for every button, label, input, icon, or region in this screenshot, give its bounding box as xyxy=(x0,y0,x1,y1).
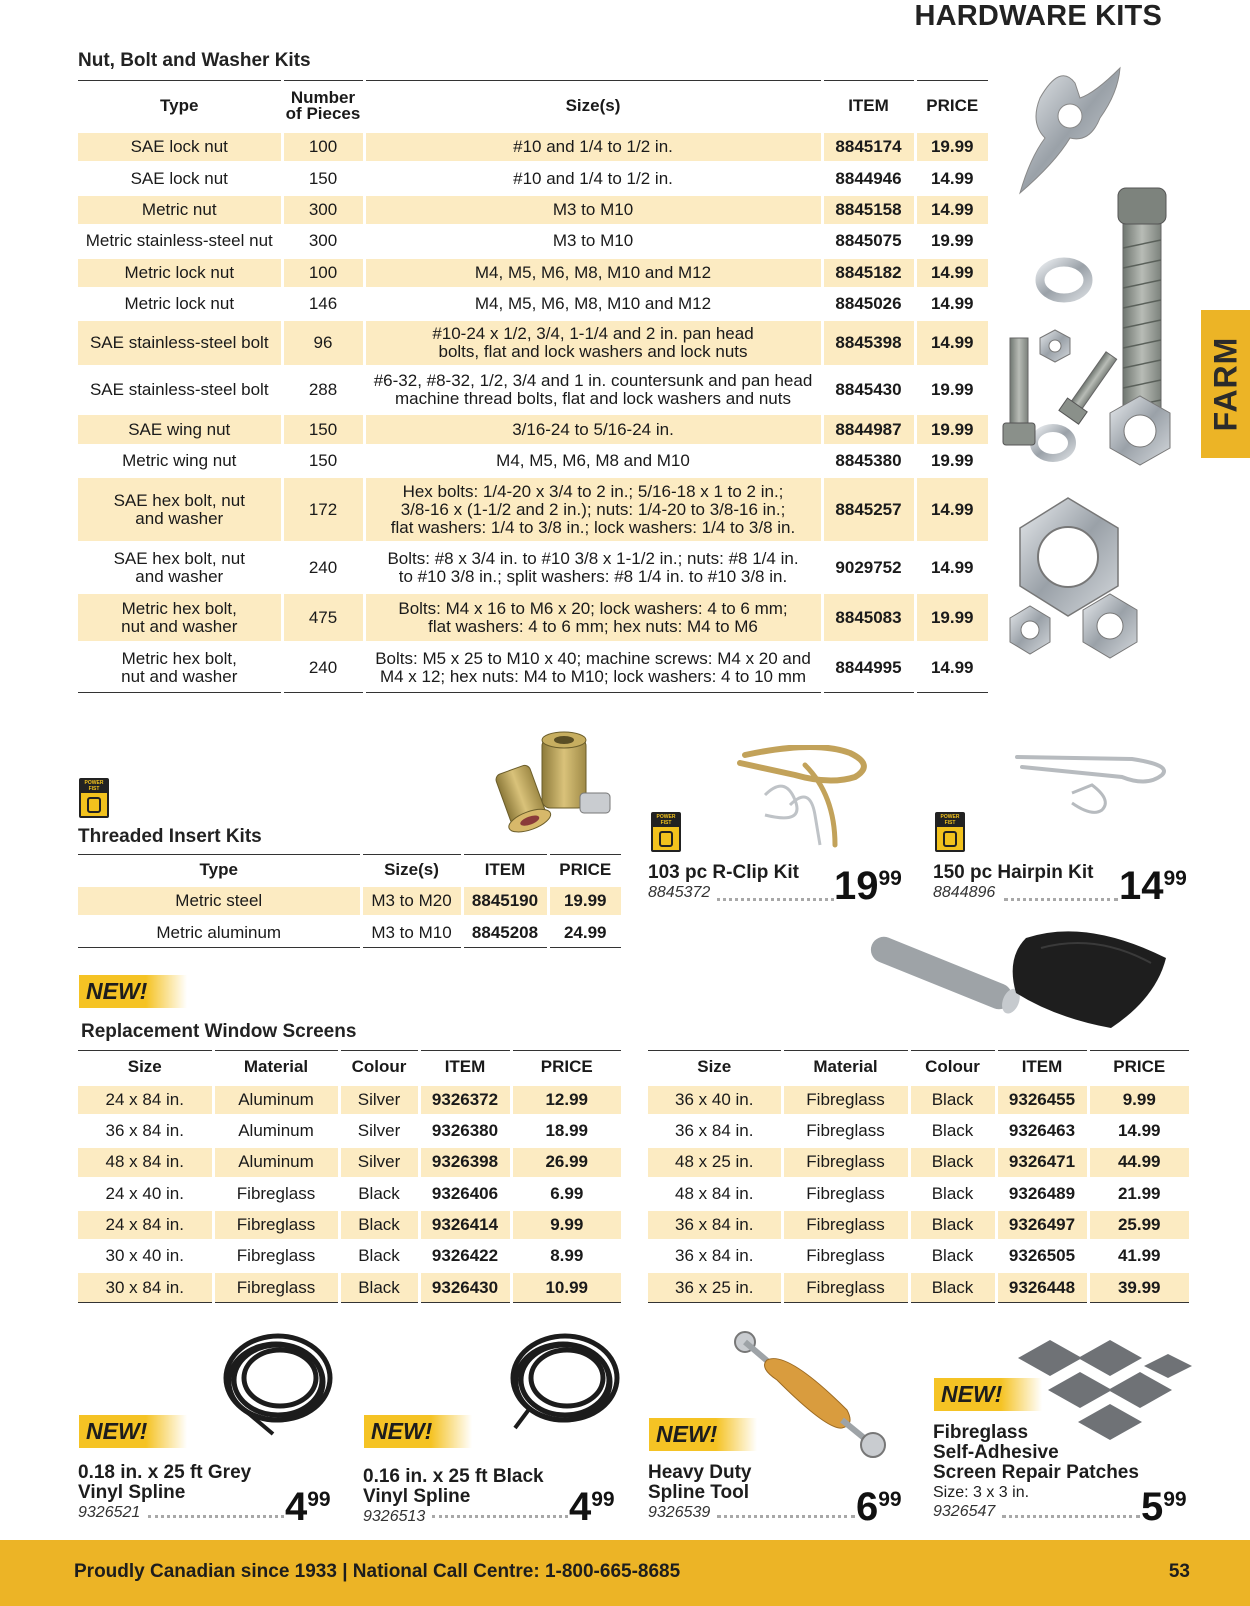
price-leader xyxy=(717,897,834,901)
table-cell: 19.99 xyxy=(915,132,988,163)
table-cell: 19.99 xyxy=(915,593,988,643)
table-cell: 8845075 xyxy=(822,226,915,257)
table-cell: M3 to M10 xyxy=(361,917,462,948)
table-cell: 240 xyxy=(282,543,364,593)
table-cell: 25.99 xyxy=(1088,1209,1189,1240)
table-cell: 14.99 xyxy=(915,543,988,593)
table-cell: 300 xyxy=(282,226,364,257)
table-cell: 9.99 xyxy=(511,1209,621,1240)
table-cell: #10-24 x 1/2, 3/4, 1-1/4 and 2 in. pan head bolts, flat and lock washers and lock nuts xyxy=(364,320,822,367)
inserts-header-row xyxy=(78,855,621,886)
black-spline-price: 499 xyxy=(569,1485,615,1529)
table-cell: 9326448 xyxy=(996,1272,1088,1303)
table-cell: 48 x 25 in. xyxy=(648,1147,782,1178)
table-cell: 19.99 xyxy=(915,367,988,414)
table-cell: 100 xyxy=(282,257,364,288)
table-cell: 8845182 xyxy=(822,257,915,288)
table-cell: 100 xyxy=(282,132,364,163)
r-clip-image xyxy=(735,745,885,855)
table-cell: Black xyxy=(909,1272,996,1303)
table-cell: Fibreglass xyxy=(782,1209,909,1240)
table-row[interactable] xyxy=(78,1240,621,1271)
fist-icon xyxy=(87,797,101,813)
inserts-col-1: Size(s) xyxy=(361,855,462,886)
power-fist-logo: POWER FIST xyxy=(79,778,109,818)
table-row[interactable] xyxy=(648,1272,1189,1303)
table-row[interactable] xyxy=(78,226,988,257)
table-row[interactable] xyxy=(78,288,988,319)
screens-header-row xyxy=(78,1051,621,1085)
table-cell: SAE lock nut xyxy=(78,132,282,163)
table-cell: Aluminum xyxy=(213,1147,339,1178)
table-cell: 150 xyxy=(282,414,364,445)
new-badge: NEW! xyxy=(649,1418,757,1451)
table-cell: 300 xyxy=(282,194,364,225)
screens-section-title: Replacement Window Screens xyxy=(81,1021,357,1042)
table-cell: M3 to M10 xyxy=(364,226,822,257)
table-cell: Fibreglass xyxy=(782,1240,909,1271)
table-cell: 14.99 xyxy=(915,320,988,367)
table-cell: 9326489 xyxy=(996,1178,1088,1209)
table-cell: #10 and 1/4 to 1/2 in. xyxy=(364,163,822,194)
product-name: 103 pc R-Clip Kit xyxy=(648,862,799,883)
nbw-header-row xyxy=(78,81,988,132)
power-fist-logo: POWER FIST xyxy=(651,812,681,852)
table-cell: Fibreglass xyxy=(782,1147,909,1178)
table-cell: Aluminum xyxy=(213,1085,339,1116)
table-cell: M4, M5, M6, M8 and M10 xyxy=(364,445,822,476)
table-cell: 36 x 84 in. xyxy=(675,1121,754,1141)
nbw-col-4: PRICE xyxy=(915,81,988,132)
table-cell: Metric stainless-steel nut xyxy=(85,231,273,251)
table-cell: 24.99 xyxy=(548,917,621,948)
table-cell: 150 xyxy=(282,445,364,476)
table-cell: 8844987 xyxy=(822,414,915,445)
page-number: 53 xyxy=(1168,1561,1190,1582)
price-leader xyxy=(1004,897,1118,901)
section-tab-label: FARM xyxy=(1207,336,1243,432)
table-row[interactable] xyxy=(78,593,988,643)
table-row[interactable] xyxy=(78,1147,621,1178)
table-cell: 9326372 xyxy=(419,1085,511,1116)
product-sku: 9326547 xyxy=(933,1503,996,1520)
grey-spline-price: 499 xyxy=(285,1485,331,1529)
screen-rolls-image xyxy=(866,918,1186,1033)
table-cell: 8845026 xyxy=(822,288,915,319)
table-cell: 8844946 xyxy=(822,163,915,194)
table-cell: Silver xyxy=(339,1116,419,1147)
table-cell: 9326430 xyxy=(419,1272,511,1303)
table-row[interactable] xyxy=(78,886,621,917)
table-cell: Fibreglass xyxy=(213,1240,339,1271)
table-cell: 30 x 40 in. xyxy=(105,1246,184,1266)
table-row[interactable] xyxy=(78,320,988,367)
table-cell: Hex bolts: 1/4-20 x 3/4 to 2 in.; 5/16-18 x 1 to 2 in.; 3/8-16 x (1-1/2 and 2 in.); nuts: 1/4-20 to 3/8-16 in.; flat washers: 1/4 to 3/8 in.; lock washers: 1/4 to 3/8 in. xyxy=(364,477,822,543)
table-cell: 8.99 xyxy=(511,1240,621,1271)
nbw-col-2: Size(s) xyxy=(364,81,822,132)
table-cell: 8845380 xyxy=(822,445,915,476)
table-cell: M4, M5, M6, M8, M10 and M12 xyxy=(364,288,822,319)
product-name-line2: Self-Adhesive xyxy=(933,1442,1059,1463)
screens-col-3: ITEM xyxy=(996,1051,1088,1085)
table-cell: 8845174 xyxy=(822,132,915,163)
table-cell: 19.99 xyxy=(915,226,988,257)
table-cell: 36 x 25 in. xyxy=(648,1272,782,1303)
screens-table-left xyxy=(78,1050,621,1303)
table-cell: Fibreglass xyxy=(213,1272,339,1303)
product-name-line2: Spline Tool xyxy=(648,1482,749,1503)
product-sku: 8845372 xyxy=(648,884,711,901)
table-cell: 8845257 xyxy=(822,477,915,543)
table-cell: 14.99 xyxy=(915,257,988,288)
table-row[interactable] xyxy=(78,414,988,445)
table-cell: Fibreglass xyxy=(213,1209,339,1240)
section-tab-farm[interactable] xyxy=(1201,310,1250,458)
table-row[interactable] xyxy=(78,543,988,593)
screens-col-2: Colour xyxy=(339,1051,419,1085)
table-cell: 9326497 xyxy=(996,1209,1088,1240)
table-cell: #6-32, #8-32, 1/2, 3/4 and 1 in. countersunk and pan head machine thread bolts, flat and lock washers and nuts xyxy=(364,367,822,414)
table-cell: 9029752 xyxy=(822,543,915,593)
new-badge: NEW! xyxy=(934,1378,1042,1411)
table-cell: 24 x 84 in. xyxy=(78,1085,213,1116)
table-cell: Bolts: M4 x 16 to M6 x 20; lock washers: 4 to 6 mm; flat washers: 4 to 6 mm; hex nuts: M4 to M6 xyxy=(364,593,822,643)
table-cell: Silver xyxy=(339,1147,419,1178)
nbw-section-title: Nut, Bolt and Washer Kits xyxy=(78,50,311,71)
table-cell: 9326398 xyxy=(419,1147,511,1178)
screens-col-2: Colour xyxy=(909,1051,996,1085)
table-cell: M3 to M10 xyxy=(364,194,822,225)
table-cell: 18.99 xyxy=(511,1116,621,1147)
table-cell: Black xyxy=(339,1272,419,1303)
table-cell: SAE hex bolt, nut and washer xyxy=(113,548,245,586)
table-cell: Black xyxy=(909,1178,996,1209)
product-name-line2: Vinyl Spline xyxy=(78,1482,186,1503)
table-cell: Black xyxy=(909,1116,996,1147)
table-cell: 9326471 xyxy=(996,1147,1088,1178)
table-cell: 24 x 40 in. xyxy=(105,1183,184,1203)
table-cell: Black xyxy=(909,1147,996,1178)
table-cell: Metric nut xyxy=(78,194,282,225)
table-cell: 288 xyxy=(282,367,364,414)
table-cell: 9326406 xyxy=(419,1178,511,1209)
table-cell: 9326414 xyxy=(419,1209,511,1240)
product-name-line1: 0.16 in. x 25 ft Black xyxy=(363,1466,544,1487)
table-cell: Fibreglass xyxy=(782,1116,909,1147)
table-cell: Black xyxy=(909,1085,996,1116)
table-cell: 41.99 xyxy=(1088,1240,1189,1271)
table-cell: 9326422 xyxy=(419,1240,511,1271)
table-cell: #10 and 1/4 to 1/2 in. xyxy=(364,132,822,163)
table-cell: 14.99 xyxy=(915,643,988,693)
table-cell: 9326455 xyxy=(996,1085,1088,1116)
nuts-bolts-image xyxy=(1000,58,1200,678)
table-cell: 8845158 xyxy=(822,194,915,225)
table-cell: SAE stainless-steel bolt xyxy=(89,380,269,400)
table-cell: 39.99 xyxy=(1088,1272,1189,1303)
table-row[interactable] xyxy=(78,1085,621,1116)
table-cell: 8845208 xyxy=(462,917,548,948)
table-cell: 146 xyxy=(282,288,364,319)
price-leader xyxy=(1002,1514,1140,1518)
table-cell: Black xyxy=(339,1240,419,1271)
footer-bar xyxy=(0,1540,1250,1606)
table-cell: Aluminum xyxy=(213,1116,339,1147)
grey-spline-image xyxy=(218,1328,338,1436)
table-cell: 14.99 xyxy=(915,288,988,319)
product-name: 150 pc Hairpin Kit xyxy=(933,862,1094,883)
table-row[interactable] xyxy=(78,1178,621,1209)
new-badge: NEW! xyxy=(364,1415,472,1448)
nbw-col-3: ITEM xyxy=(822,81,915,132)
screens-col-0: Size xyxy=(648,1051,782,1085)
table-cell: 9326463 xyxy=(996,1116,1088,1147)
table-cell: 150 xyxy=(282,163,364,194)
power-fist-logo: POWER FIST xyxy=(935,812,965,852)
table-cell: 6.99 xyxy=(511,1178,621,1209)
table-cell: Black xyxy=(339,1209,419,1240)
table-cell: 36 x 40 in. xyxy=(648,1085,782,1116)
table-cell: Black xyxy=(909,1209,996,1240)
table-cell: 9326505 xyxy=(996,1240,1088,1271)
table-cell: 30 x 84 in. xyxy=(78,1272,213,1303)
table-cell: Metric aluminum xyxy=(156,922,282,942)
table-row[interactable] xyxy=(78,163,988,194)
product-sku: 9326521 xyxy=(78,1504,141,1521)
table-cell: 19.99 xyxy=(915,445,988,476)
table-cell: 9.99 xyxy=(1088,1085,1189,1116)
table-cell: 14.99 xyxy=(915,194,988,225)
new-badge: NEW! xyxy=(79,975,187,1008)
table-row[interactable] xyxy=(648,1085,1189,1116)
fist-icon xyxy=(943,831,957,847)
table-cell: Bolts: M5 x 25 to M10 x 40; machine screws: M4 x 20 and M4 x 12; hex nuts: M4 to M10; lock washers: 4 to 10 mm xyxy=(364,643,822,693)
table-cell: 36 x 84 in. xyxy=(675,1246,754,1266)
table-cell: 19.99 xyxy=(915,414,988,445)
repair-patches-product[interactable] xyxy=(933,1423,1139,1521)
table-row[interactable] xyxy=(78,1209,621,1240)
table-cell: 48 x 84 in. xyxy=(675,1183,754,1203)
screens-col-0: Size xyxy=(78,1051,213,1085)
table-cell: Metric lock nut xyxy=(78,257,282,288)
table-cell: Black xyxy=(909,1240,996,1271)
table-row[interactable] xyxy=(78,477,988,543)
table-cell: Silver xyxy=(339,1085,419,1116)
new-badge: NEW! xyxy=(79,1415,187,1448)
table-row[interactable] xyxy=(78,1116,621,1147)
table-row[interactable] xyxy=(78,917,621,948)
table-cell: 8845430 xyxy=(822,367,915,414)
table-cell: Metric wing nut xyxy=(122,450,237,470)
table-cell: M3 to M20 xyxy=(361,886,462,917)
table-cell: 14.99 xyxy=(1088,1116,1189,1147)
table-cell: 9326380 xyxy=(419,1116,511,1147)
table-row[interactable] xyxy=(648,1240,1189,1271)
table-cell: 3/16-24 to 5/16-24 in. xyxy=(364,414,822,445)
table-cell: 172 xyxy=(282,477,364,543)
threaded-inserts-image xyxy=(490,728,620,838)
table-cell: Black xyxy=(339,1178,419,1209)
hairpin-image xyxy=(1012,745,1182,825)
product-name-line1: 0.18 in. x 25 ft Grey xyxy=(78,1462,252,1483)
screens-col-1: Material xyxy=(782,1051,909,1085)
product-name-line3: Screen Repair Patches xyxy=(933,1462,1139,1483)
table-row[interactable] xyxy=(78,643,988,693)
table-cell: Metric hex bolt, nut and washer xyxy=(121,649,238,687)
table-cell: Metric hex bolt, nut and washer xyxy=(78,593,282,643)
table-cell: Fibreglass xyxy=(782,1085,909,1116)
r-clip-price: 1999 xyxy=(834,864,902,908)
table-cell: 96 xyxy=(282,320,364,367)
black-spline-image xyxy=(505,1328,625,1436)
table-cell: 8845190 xyxy=(462,886,548,917)
table-row[interactable] xyxy=(78,1272,621,1303)
table-cell: Fibreglass xyxy=(782,1178,909,1209)
table-row[interactable] xyxy=(648,1116,1189,1147)
table-cell: Metric lock nut xyxy=(124,294,235,314)
page-title: HARDWARE KITS xyxy=(914,0,1162,32)
screens-col-3: ITEM xyxy=(419,1051,511,1085)
price-leader xyxy=(717,1514,855,1518)
product-name-line2: Vinyl Spline xyxy=(363,1486,471,1507)
repair-patches-price: 599 xyxy=(1141,1485,1187,1529)
table-cell: 24 x 84 in. xyxy=(78,1209,213,1240)
table-row[interactable] xyxy=(648,1209,1189,1240)
table-cell: SAE stainless-steel bolt xyxy=(78,320,282,367)
inserts-col-2: ITEM xyxy=(462,855,548,886)
screens-header-row xyxy=(648,1051,1189,1085)
inserts-col-3: PRICE xyxy=(548,855,621,886)
table-cell: 44.99 xyxy=(1088,1147,1189,1178)
product-name-line1: Heavy Duty xyxy=(648,1462,752,1483)
table-cell: 8845398 xyxy=(822,320,915,367)
table-cell: 8844995 xyxy=(822,643,915,693)
table-cell: 14.99 xyxy=(915,477,988,543)
nbw-col-1: Number of Pieces xyxy=(282,81,364,132)
price-leader xyxy=(148,1514,284,1518)
table-cell: 36 x 84 in. xyxy=(648,1209,782,1240)
screens-col-1: Material xyxy=(213,1051,339,1085)
table-cell: Bolts: #8 x 3/4 in. to #10 3/8 x 1-1/2 in.; nuts: #8 1/4 in. to #10 3/8 in.; split washers: #8 1/4 in. to #10 3/8 in. xyxy=(364,543,822,593)
table-cell: 240 xyxy=(282,643,364,693)
table-row[interactable] xyxy=(78,257,988,288)
table-cell: 8845083 xyxy=(822,593,915,643)
product-size: Size: 3 x 3 in. xyxy=(933,1484,1030,1501)
fist-icon xyxy=(659,831,673,847)
nbw-col-0: Type xyxy=(78,81,282,132)
table-cell: 475 xyxy=(282,593,364,643)
inserts-col-0: Type xyxy=(78,855,361,886)
table-row[interactable] xyxy=(78,445,988,476)
table-row[interactable] xyxy=(648,1147,1189,1178)
table-row[interactable] xyxy=(78,367,988,414)
product-sku: 9326513 xyxy=(363,1508,426,1525)
table-row[interactable] xyxy=(78,194,988,225)
table-cell: 19.99 xyxy=(548,886,621,917)
table-cell: 26.99 xyxy=(511,1147,621,1178)
inserts-section-title: Threaded Insert Kits xyxy=(78,826,262,847)
table-cell: SAE wing nut xyxy=(78,414,282,445)
footer-text: Proudly Canadian since 1933 | National Call Centre: 1-800-665-8685 xyxy=(74,1561,681,1582)
table-cell: 14.99 xyxy=(915,163,988,194)
product-sku: 9326539 xyxy=(648,1504,711,1521)
table-cell: 36 x 84 in. xyxy=(105,1121,184,1141)
screens-col-4: PRICE xyxy=(1088,1051,1189,1085)
table-cell: M4, M5, M6, M8, M10 and M12 xyxy=(364,257,822,288)
product-name-line1: Fibreglass xyxy=(933,1422,1029,1443)
nbw-table xyxy=(78,80,988,693)
table-cell: 48 x 84 in. xyxy=(78,1147,213,1178)
inserts-table xyxy=(78,854,621,948)
screens-col-4: PRICE xyxy=(511,1051,621,1085)
table-cell: 10.99 xyxy=(511,1272,621,1303)
table-cell: 21.99 xyxy=(1088,1178,1189,1209)
hairpin-price: 1499 xyxy=(1119,864,1187,908)
table-cell: Metric steel xyxy=(78,886,361,917)
table-row[interactable] xyxy=(648,1178,1189,1209)
screens-table-right xyxy=(648,1050,1189,1303)
table-cell: SAE lock nut xyxy=(130,168,228,188)
table-cell: SAE hex bolt, nut and washer xyxy=(78,477,282,543)
table-row[interactable] xyxy=(78,132,988,163)
table-cell: 12.99 xyxy=(511,1085,621,1116)
price-leader xyxy=(432,1514,568,1518)
table-cell: Fibreglass xyxy=(213,1178,339,1209)
product-sku: 8844896 xyxy=(933,884,996,901)
spline-tool-price: 699 xyxy=(856,1485,902,1529)
table-cell: Fibreglass xyxy=(782,1272,909,1303)
